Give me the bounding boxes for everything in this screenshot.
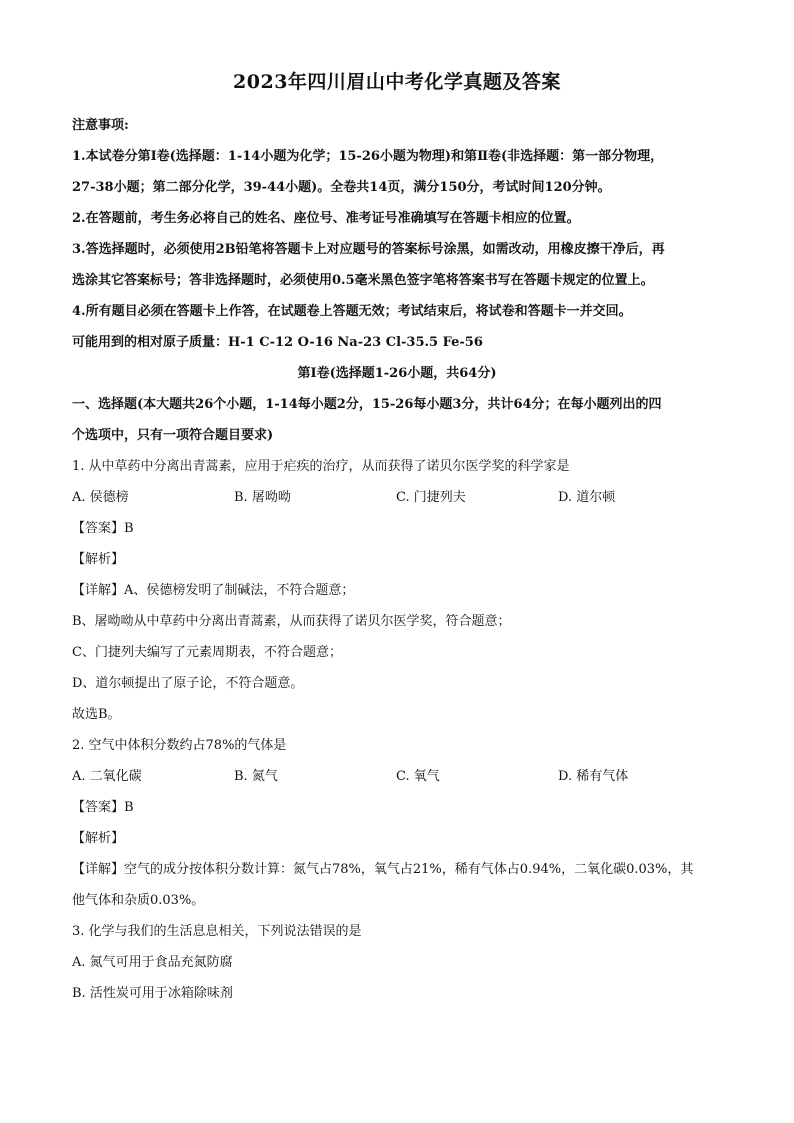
question-2-answer: 【答案】B [72,800,134,815]
option-b: B. 氮气 [234,769,278,784]
question-1-options [72,482,722,513]
option-b: B. 活性炭可用于冰箱除味剂 [72,986,233,1001]
option-c: C. 门捷列夫 [396,490,466,505]
notice-item: 3.答选择题时，必须使用2B铅笔将答题卡上对应题号的答案标号涂黑，如需改动，用橡皮擦干净后，再 [72,242,665,257]
question-2-stem: 2. 空气中体积分数约占78%的气体是 [72,738,287,753]
notice-item: 2.在答题前，考生务必将自己的姓名、座位号、准考证号准确填写在答题卡相应的位置。 [72,211,580,226]
page-title: 2023年四川眉山中考化学真题及答案 [233,71,561,93]
document-page [72,68,722,1009]
option-d: D. 道尔顿 [558,490,616,505]
question-2-analysis-label: 【解析】 [72,831,125,846]
section-instructions: 个选项中，只有一项符合题目要求) [72,428,274,443]
notice-item: 选涂其它答案标号；答非选择题时，必须使用0.5毫米黑色签字笔将答案书写在答题卡规定的位置上。 [72,273,654,288]
question-3-stem: 3. 化学与我们的生活息息相关，下列说法错误的是 [72,924,362,939]
option-a: A. 侯德榜 [72,490,129,505]
question-1-conclusion: 故选B。 [72,707,121,722]
question-1-analysis-label: 【解析】 [72,552,125,567]
question-1-answer: 【答案】B [72,521,134,536]
section-heading: 第Ⅰ卷(选择题1-26小题，共64分) [297,366,497,381]
question-1-detail: B、屠呦呦从中草药中分离出青蒿素，从而获得了诺贝尔医学奖，符合题意； [72,614,511,629]
option-b: B. 屠呦呦 [234,490,291,505]
question-1-stem: 1. 从中草药中分离出青蒿素，应用于疟疾的治疗，从而获得了诺贝尔医学奖的科学家是 [72,459,570,474]
question-1-detail: D、道尔顿提出了原子论，不符合题意。 [72,676,304,691]
option-a: A. 氮气可用于食品充氮防腐 [72,955,233,970]
option-c: C. 氧气 [396,769,440,784]
question-2-detail: 他气体和杂质0.03%。 [72,893,205,908]
section-instructions: 一、选择题(本大题共26个小题，1-14每小题2分，15-26每小题3分，共计64分；在每小题列出的四 [72,397,662,412]
option-a: A. 二氧化碳 [72,769,142,784]
question-2-options [72,761,722,792]
notice-item: 27-38小题；第二部分化学，39-44小题)。全卷共14页，满分150分，考试时间120分钟。 [72,180,611,195]
question-1-detail: C、门捷列夫编写了元素周期表，不符合题意； [72,645,342,660]
notice-heading: 注意事项: [72,118,129,133]
question-2-detail: 【详解】空气的成分按体积分数计算：氮气占78%，氧气占21%，稀有气体占0.94%，二氧化碳0.03%，其 [72,862,694,877]
notice-item: 1.本试卷分第Ⅰ卷(选择题：1-14小题为化学；15-26小题为物理)和第Ⅱ卷(非选择题：第一部分物理， [72,149,664,164]
question-1-detail: 【详解】A、侯德榜发明了制碱法，不符合题意； [72,583,355,598]
notice-item: 4.所有题目必须在答题卡上作答，在试题卷上答题无效；考试结束后，将试卷和答题卡一并交回。 [72,304,632,319]
atomic-mass-line: 可能用到的相对原子质量：H-1 C-12 O-16 Na-23 Cl-35.5 Fe-56 [72,335,483,350]
option-d: D. 稀有气体 [558,769,629,784]
